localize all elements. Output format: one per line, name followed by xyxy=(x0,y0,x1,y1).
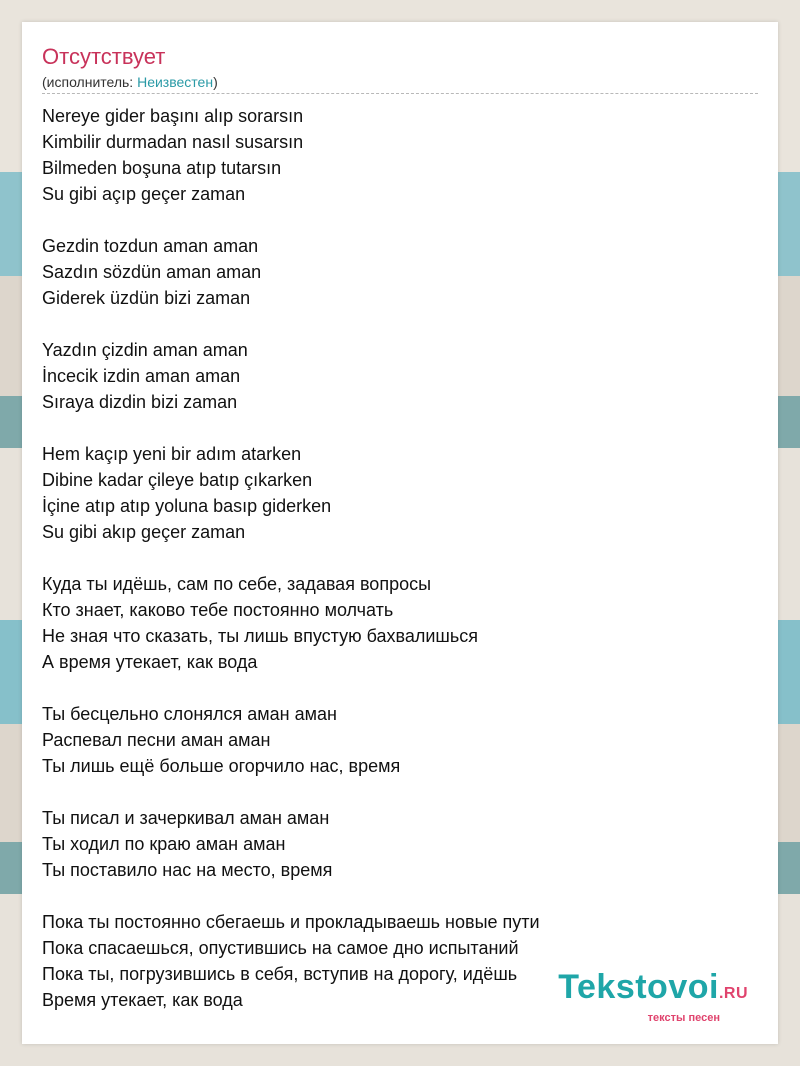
artist-link[interactable]: Неизвестен xyxy=(137,74,214,90)
lyric-line: Пока ты постоянно сбегаешь и прокладываешь новые пути xyxy=(42,912,540,932)
lyric-line: Hem kaçıp yeni bir adım atarken xyxy=(42,444,302,464)
artist-line xyxy=(42,73,218,91)
lyric-line: Bilmeden boşuna atıp tutarsın xyxy=(42,158,282,178)
lyric-line: Кто знает, каково тебе постоянно молчать xyxy=(42,600,394,620)
title-divider xyxy=(42,93,758,94)
logo-tld: .RU xyxy=(718,985,748,1002)
lyrics-body xyxy=(42,103,758,1013)
lyric-line: İncecik izdin aman aman xyxy=(42,366,241,386)
lyric-line: Ты поставило нас на место, время xyxy=(42,860,333,880)
lyric-line: Yazdın çizdin aman aman xyxy=(42,340,248,360)
lyric-line: Ты писал и зачеркивал аман аман xyxy=(42,808,330,828)
site-logo[interactable] xyxy=(558,969,748,1024)
lyric-line: İçine atıp atıp yoluna basıp giderken xyxy=(42,496,332,516)
lyric-line: Ты лишь ещё больше огорчило нас, время xyxy=(42,756,401,776)
lyric-line: Время утекает, как вода xyxy=(42,990,243,1010)
lyric-line: Giderek üzdün bizi zaman xyxy=(42,288,251,308)
lyric-line: Ты ходил по краю аман аман xyxy=(42,834,286,854)
lyrics-stanza xyxy=(42,571,758,675)
lyric-line: Su gibi açıp geçer zaman xyxy=(42,184,246,204)
lyric-line: Sıraya dizdin bizi zaman xyxy=(42,392,238,412)
lyric-line: Nereye gider başını alıp sorarsın xyxy=(42,106,304,126)
lyrics-stanza xyxy=(42,805,758,883)
lyric-line: Распевал песни аман аман xyxy=(42,730,271,750)
song-title: Отсутствует xyxy=(42,44,166,69)
artist-prefix: (исполнитель: xyxy=(42,74,138,90)
lyrics-stanza xyxy=(42,103,758,207)
logo-wordmark xyxy=(558,969,748,1012)
logo-main-text: Tekstovoi xyxy=(558,968,719,1006)
lyric-line: Kimbilir durmadan nasıl susarsın xyxy=(42,132,304,152)
lyric-line: Gezdin tozdun aman aman xyxy=(42,236,259,256)
lyrics-stanza xyxy=(42,441,758,545)
lyric-line: Пока ты, погрузившись в себя, вступив на дорогу, идёшь xyxy=(42,964,518,984)
lyrics-stanza xyxy=(42,233,758,311)
lyric-line: Ты бесцельно слонялся аман аман xyxy=(42,704,337,724)
lyric-line: А время утекает, как вода xyxy=(42,652,258,672)
lyric-line: Не зная что сказать, ты лишь впустую бахвалишься xyxy=(42,626,478,646)
lyric-line: Su gibi akıp geçer zaman xyxy=(42,522,246,542)
lyrics-card xyxy=(22,22,778,1044)
artist-suffix: ) xyxy=(213,74,218,90)
logo-tagline: тексты песен xyxy=(647,1012,720,1024)
lyric-line: Sazdın sözdün aman aman xyxy=(42,262,262,282)
lyrics-stanza xyxy=(42,337,758,415)
lyrics-stanza xyxy=(42,701,758,779)
lyric-line: Куда ты идёшь, сам по себе, задавая вопросы xyxy=(42,574,432,594)
lyric-line: Dibine kadar çileye batıp çıkarken xyxy=(42,470,313,490)
lyric-line: Пока спасаешься, опустившись на самое дно испытаний xyxy=(42,938,519,958)
